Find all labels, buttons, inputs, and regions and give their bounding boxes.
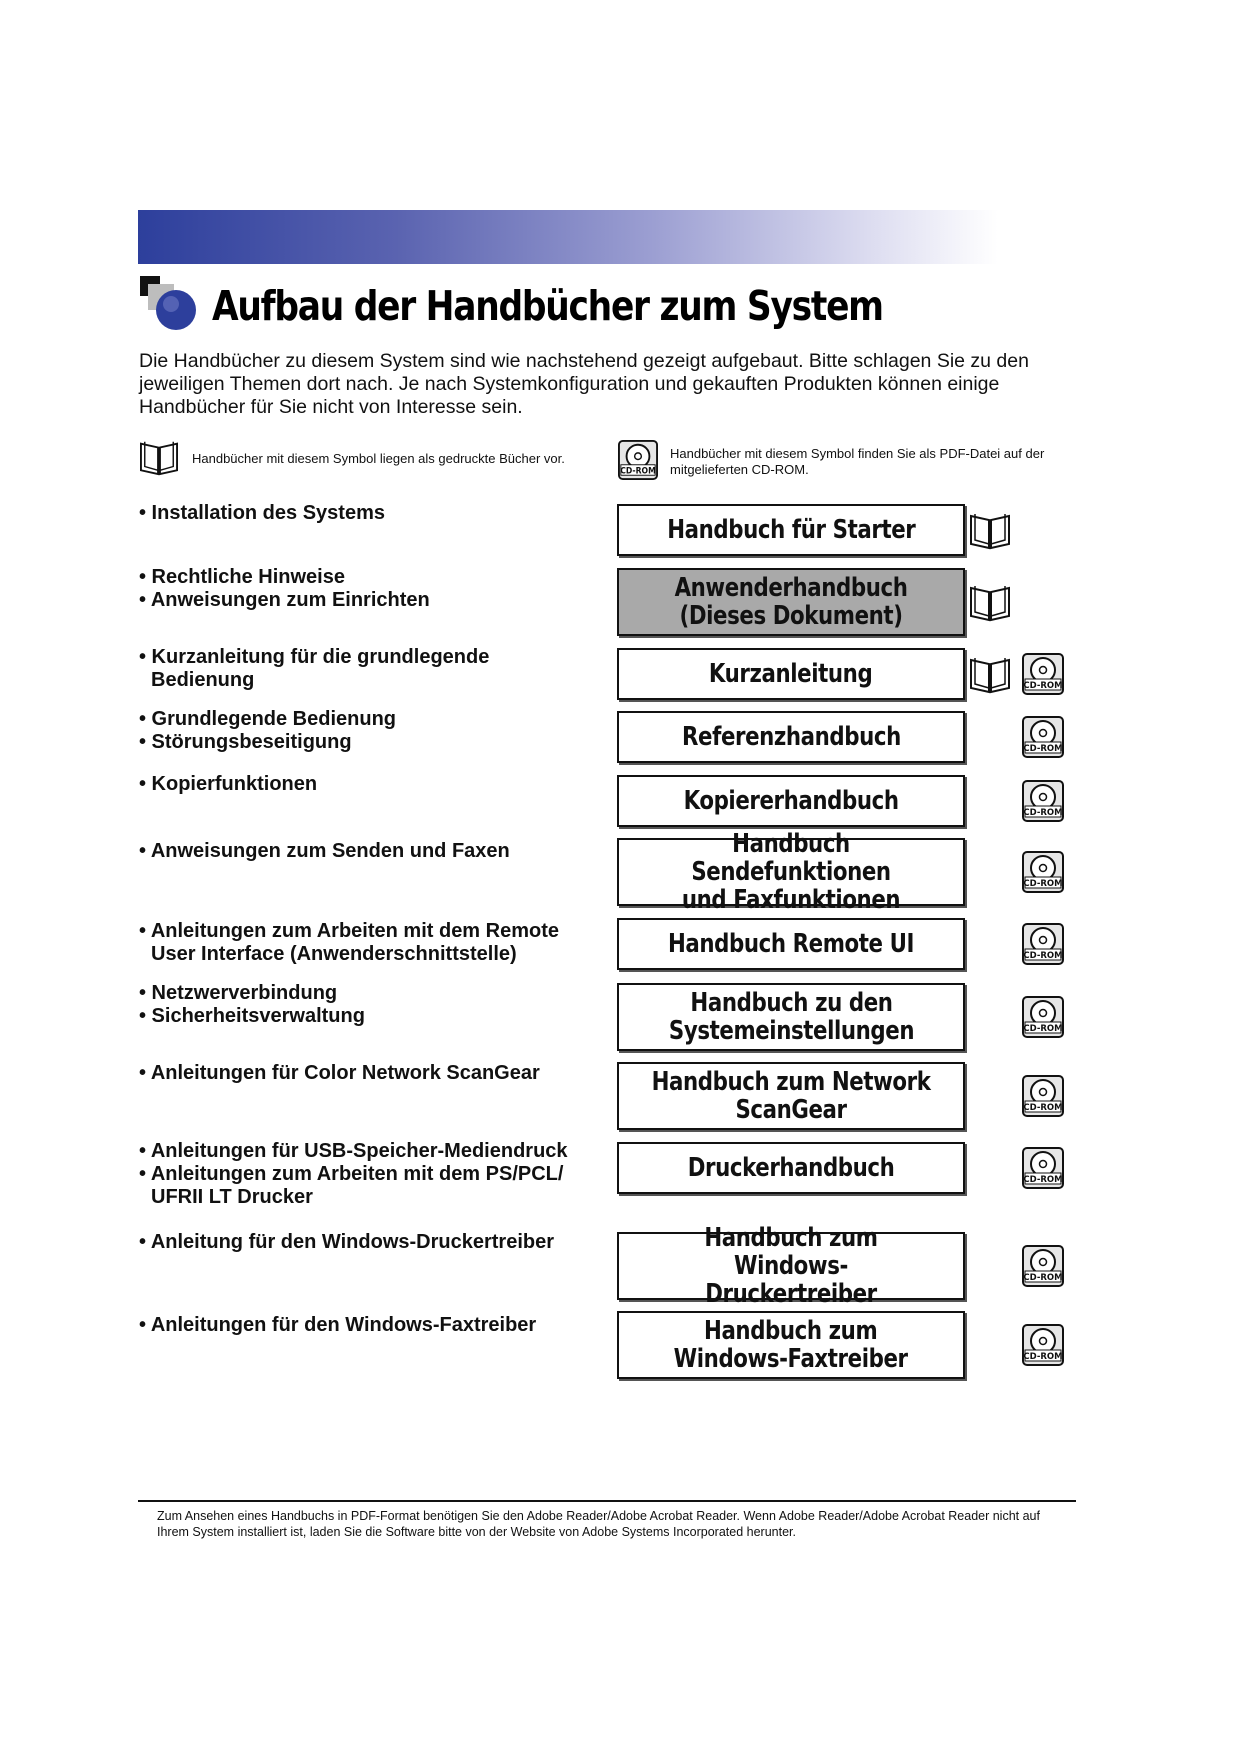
topic-line: • Sicherheitsverwaltung bbox=[139, 1005, 365, 1027]
topic-line: • Anleitungen zum Arbeiten mit dem Remote bbox=[139, 920, 559, 942]
cd-rom-icon bbox=[618, 440, 658, 484]
manual-box-1 bbox=[617, 504, 965, 556]
topic-10 bbox=[139, 1140, 609, 1209]
header-band bbox=[138, 210, 998, 264]
manual-title: Kurzanleitung bbox=[709, 659, 873, 689]
title-squares-icon bbox=[138, 274, 198, 334]
topic-line: Bedienung bbox=[151, 669, 255, 691]
footnote: Zum Ansehen eines Handbuchs in PDF-Format benötigen Sie den Adobe Reader/Adobe Acrobat Reader. Wenn Adobe Reader/Adobe Acrobat Reader nicht auf Ihrem System installiert ist, laden Sie die Software bitte von der Website von Adobe Systems Incorporated herunter. bbox=[157, 1509, 1040, 1539]
topic-1 bbox=[139, 502, 609, 525]
topic-2 bbox=[139, 566, 609, 612]
topic-line: • Kopierfunktionen bbox=[139, 773, 318, 795]
topic-line: • Störungsbeseitigung bbox=[139, 731, 352, 753]
manual-title: Handbuch zum Network ScanGear bbox=[651, 1067, 931, 1125]
cd-rom-icon bbox=[1022, 1245, 1064, 1287]
svg-text:CD-ROM: CD-ROM bbox=[1023, 1024, 1063, 1034]
svg-text:CD-ROM: CD-ROM bbox=[1023, 808, 1063, 818]
topic-line: • Netzwerverbindung bbox=[139, 982, 338, 1004]
book-icon bbox=[968, 510, 1012, 550]
cd-rom-icon bbox=[1022, 653, 1064, 695]
legend-cdrom bbox=[618, 440, 1088, 484]
manual-box-6 bbox=[617, 829, 965, 915]
topic-line: • Anleitungen für Color Network ScanGear bbox=[139, 1062, 540, 1084]
svg-text:CD-ROM: CD-ROM bbox=[1023, 951, 1063, 961]
topic-line: • Anleitungen für den Windows-Faxtreiber bbox=[139, 1314, 537, 1336]
manual-title: Druckerhandbuch bbox=[687, 1153, 895, 1183]
cd-rom-icon bbox=[1022, 1324, 1064, 1366]
topic-5 bbox=[139, 773, 609, 796]
footer-rule bbox=[138, 1500, 1076, 1502]
manual-box-10 bbox=[617, 1142, 965, 1194]
topic-3 bbox=[139, 646, 609, 692]
page-title: Aufbau der Handbücher zum System bbox=[212, 282, 883, 330]
svg-text:CD-ROM: CD-ROM bbox=[1023, 681, 1063, 691]
svg-text:CD-ROM: CD-ROM bbox=[1023, 1273, 1063, 1283]
cd-rom-icon bbox=[1022, 996, 1064, 1038]
topic-9 bbox=[139, 1062, 609, 1085]
topic-line: • Anleitungen zum Arbeiten mit dem PS/PCL/ bbox=[139, 1163, 564, 1185]
legend-printed-text: Handbücher mit diesem Symbol liegen als gedruckte Bücher vor. bbox=[192, 451, 565, 466]
svg-text:CD-ROM: CD-ROM bbox=[620, 466, 656, 477]
cd-rom-icon bbox=[1022, 780, 1064, 822]
topic-8 bbox=[139, 982, 609, 1028]
cd-rom-icon bbox=[1022, 1147, 1064, 1189]
topic-line: • Anweisungen zum Einrichten bbox=[139, 589, 430, 611]
topic-line: User Interface (Anwenderschnittstelle) bbox=[151, 943, 517, 965]
topic-line: • Anleitungen für USB-Speicher-Mediendruck bbox=[139, 1140, 568, 1162]
topic-7 bbox=[139, 920, 609, 966]
manual-box-9 bbox=[617, 1062, 965, 1130]
manual-box-11 bbox=[617, 1223, 965, 1309]
topic-line: • Grundlegende Bedienung bbox=[139, 708, 397, 730]
topic-4 bbox=[139, 708, 609, 754]
cd-rom-icon bbox=[1022, 851, 1064, 893]
book-icon bbox=[968, 582, 1012, 622]
topic-line: • Anleitung für den Windows-Druckertreiber bbox=[139, 1231, 554, 1253]
manual-title: Handbuch Remote UI bbox=[667, 929, 915, 959]
cd-rom-icon bbox=[1022, 1075, 1064, 1117]
manual-box-2 bbox=[617, 568, 965, 636]
manual-title: Handbuch zum Windows-Druckertreiber bbox=[704, 1223, 878, 1309]
svg-text:CD-ROM: CD-ROM bbox=[1023, 1103, 1063, 1113]
manual-title: Kopiererhandbuch bbox=[683, 786, 899, 816]
manual-box-8 bbox=[617, 983, 965, 1051]
manual-box-3 bbox=[617, 648, 965, 700]
topic-11 bbox=[139, 1231, 609, 1254]
cd-rom-icon bbox=[1022, 716, 1064, 758]
manual-box-12 bbox=[617, 1311, 965, 1379]
svg-text:CD-ROM: CD-ROM bbox=[1023, 1352, 1063, 1362]
intro-paragraph: Die Handbücher zu diesem System sind wie nachstehend gezeigt aufgebaut. Bitte schlagen Sie zu den jeweiligen Themen dort nach. Je nach Systemkonfiguration und gekauften Produkten können einige Handbücher für Sie nicht von Interesse sein. bbox=[139, 350, 1029, 418]
legend-printed bbox=[138, 438, 565, 480]
manual-title: Handbuch für Starter bbox=[666, 515, 916, 545]
topic-line: • Rechtliche Hinweise bbox=[139, 566, 345, 588]
manual-title: Referenzhandbuch bbox=[681, 722, 901, 752]
topic-line: • Kurzanleitung für die grundlegende bbox=[139, 646, 490, 668]
manual-box-7 bbox=[617, 918, 965, 970]
manual-box-5 bbox=[617, 775, 965, 827]
topic-6 bbox=[139, 840, 609, 863]
manual-title: Handbuch zum Windows-Faxtreiber bbox=[674, 1316, 908, 1374]
book-icon bbox=[138, 438, 180, 480]
svg-text:CD-ROM: CD-ROM bbox=[1023, 744, 1063, 754]
svg-text:CD-ROM: CD-ROM bbox=[1023, 1175, 1063, 1185]
manual-title: Handbuch Sendefunktionen und Faxfunktionen bbox=[681, 829, 901, 915]
topic-line: • Installation des Systems bbox=[139, 502, 385, 524]
svg-text:CD-ROM: CD-ROM bbox=[1023, 879, 1063, 889]
cd-rom-icon bbox=[1022, 923, 1064, 965]
legend-cdrom-text: Handbücher mit diesem Symbol finden Sie als PDF-Datei auf der mitgelieferten CD-ROM. bbox=[670, 446, 1045, 477]
topic-line: UFRII LT Drucker bbox=[151, 1186, 313, 1208]
topic-12 bbox=[139, 1314, 609, 1337]
topic-line: • Anweisungen zum Senden und Faxen bbox=[139, 840, 510, 862]
manual-title: Anwenderhandbuch (Dieses Dokument) bbox=[674, 573, 908, 631]
manual-title: Handbuch zu den Systemeinstellungen bbox=[668, 988, 914, 1046]
book-icon bbox=[968, 654, 1012, 694]
manual-box-4 bbox=[617, 711, 965, 763]
